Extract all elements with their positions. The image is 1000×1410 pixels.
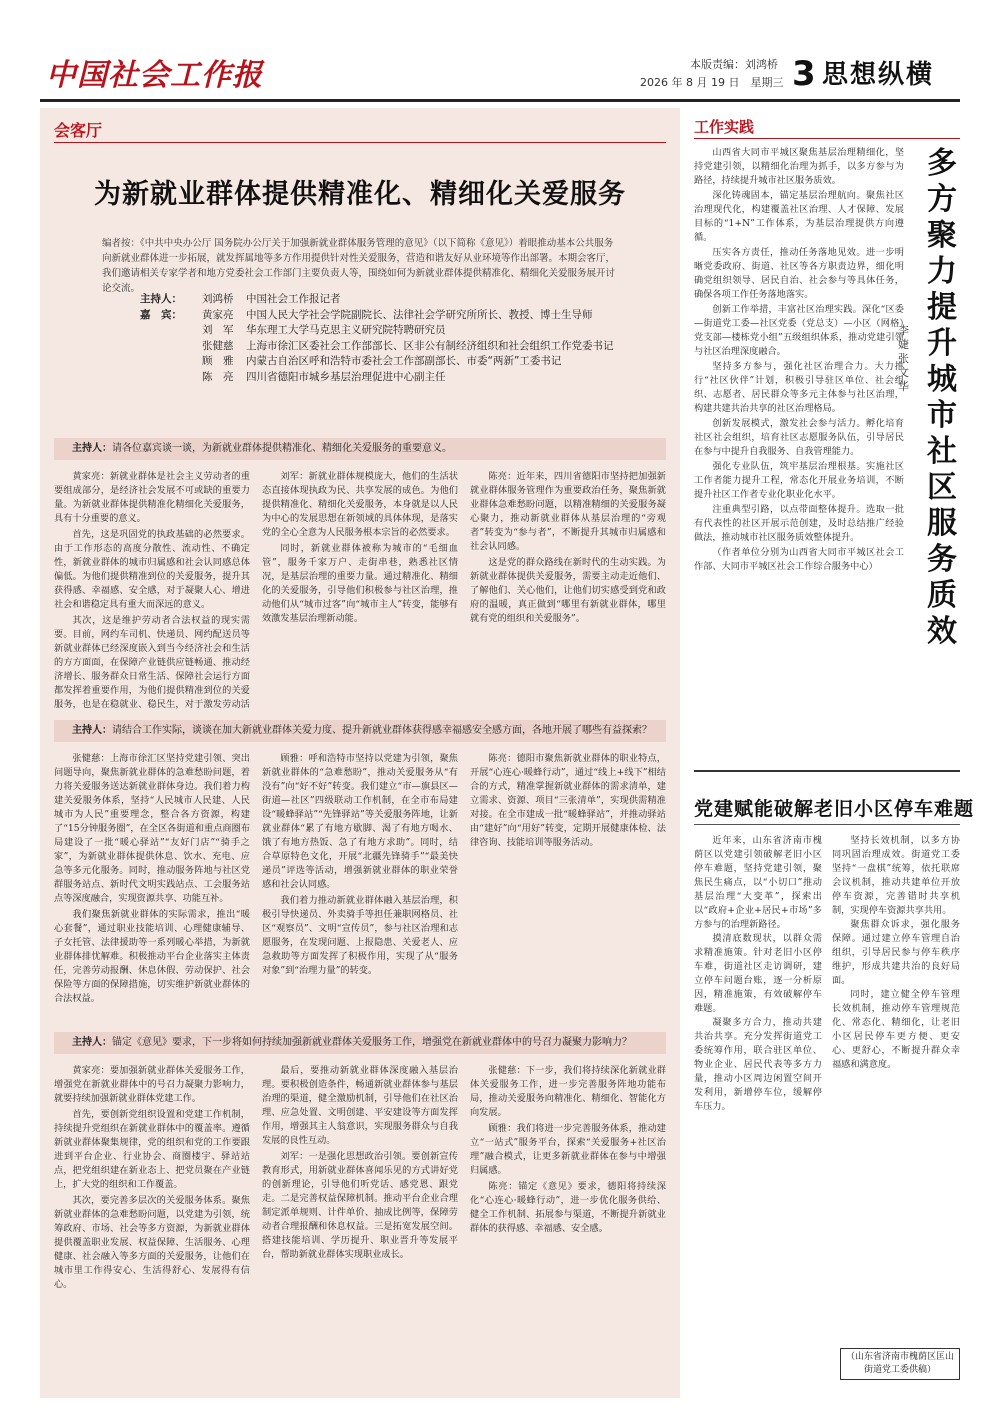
host-title: 中国社会工作报记者 (246, 293, 341, 305)
guest-title: 中国人民大学社会学院副院长、法律社会学研究所所长、教授、博士生导师 (246, 308, 593, 321)
paragraph: 这是党的群众路线在新时代的生动实践。为新就业群体提供关爱服务，需要主动走近他们、了解他们、关心他们，让他们切实感受到党和政府的温暖，真正做到“哪里有新就业群体，哪里就有党的组织和关爱服务”。 (470, 557, 666, 624)
guest-title: 华东理工大学马克思主义研究院特聘研究员 (246, 324, 446, 336)
paragraph: 最后，要推动新就业群体深度融入基层治理。要积极创造条件，畅通新就业群体参与基层治理的渠道，健全激励机制，引导他们在社区治理、应急处置、文明创建、平安建设等方面发挥作用，增强其主人翁意识，实现服务群众与自我发展的良性互动。 (262, 1065, 458, 1146)
text-column (54, 1064, 250, 1390)
paragraph: 创新工作举措，丰富社区治理实践。深化“区委—街道党工委—社区党委（党总支）—小区（网格）党支部—楼栋党小组”五级组织体系，推动党建引领与社区治理深度融合。 (694, 304, 904, 357)
paragraph: 其次，这是维护劳动者合法权益的现实需要。目前，网约车司机、快递员、网约配送员等新就业群体已经深度嵌入到当今经济社会和生活的方方面面，在保障产业链供应链畅通、推动经济增长、服务群众日常生活、保障社会运行方面都发挥着重要作用，为他们提供精准到位的关爱服务，也是在稳就业、稳民生，对于激发劳动活 (54, 615, 250, 710)
guest-name: 陈 亮 (202, 370, 234, 383)
source-note: （山东省济南市槐荫区匡山街道党工委供稿） (840, 1348, 960, 1380)
paragraph: 顾雅：呼和浩特市坚持以党建为引领，聚焦新就业群体的“急难愁盼”，推动关爱服务从“有没有”向“好不好”转变。我们建立“市—旗县区—街道—社区”四级联动工作机制，在全市布局建设“暖蜂驿站”“先锋驿站”等关爱服务阵地，让新就业群体“累了有地方歇脚、渴了有地方喝水、饿了有地方热饭、急了有地方求助”。同时，结合草原特色文化，开展“北疆先锋骑手”“最美快递员”评选等活动，增强新就业群体的职业荣誉感和社会认同感。 (262, 753, 458, 890)
text-column (470, 752, 666, 1022)
guest-row (140, 308, 660, 324)
guest-row (140, 370, 660, 386)
host-name: 刘鸿桥 (202, 293, 234, 305)
text-column (694, 834, 822, 1390)
participants-list (140, 292, 660, 385)
paragraph: 首先，要创新党组织设置和党建工作机制，持续提升党组织在新就业群体中的覆盖率。遵循新就业群体聚集规律，党的组织和党的工作要跟进到平台企业、行业协会、商圈楼宇、驿站站点，把党组织建在新业态上、把党员聚在产业链上，扩大党的组织和工作覆盖。 (54, 1109, 250, 1190)
host-label: 主持人： (140, 293, 182, 305)
masthead (0, 0, 1000, 110)
text-column (470, 1064, 666, 1390)
paragraph: 坚持长效机制，以多方协同巩固治理成效。街道党工委坚持“一盘棋”统筹，依托联席会议机制，推动共建单位开放停车资源，完善错时共享机制，实现停车资源共享共用。 (832, 835, 960, 916)
page-editor: 本版责编：刘鸿桥 (690, 58, 778, 71)
guest-title: 内蒙古自治区呼和浩特市委社会工作部副部长、市委“两新”工委书记 (246, 355, 562, 367)
second-article-columns (694, 834, 960, 1390)
guest-name: 刘 军 (202, 324, 234, 336)
question-text: 请各位嘉宾谈一谈，为新就业群体提供精准化、精细化关爱服务的重要意义。 (112, 443, 452, 454)
question-label: 主持人： (72, 725, 112, 736)
author-affiliation: （作者单位分别为山西省大同市平城区社会工作部、大同市平城区社会工作综合服务中心） (694, 547, 904, 572)
question-text: 请结合工作实际，谈谈在加大新就业群体关爱力度、提升新就业群体获得感幸福感安全感方面，各地开展了哪些有益探索？ (112, 725, 652, 736)
paragraph: 同时，新就业群体被称为城市的“毛细血管”，服务千家万户、走街串巷，熟悉社区情况，是基层治理的重要力量。通过精准化、精细化的关爱服务，引导他们积极参与社区治理，推动他们从“城市过客”向“城市主人”转变，能够有效激发基层治理新动能。 (262, 543, 458, 624)
paragraph: 山西省大同市平城区聚焦基层治理精细化，坚持党建引领，以精细化治理为抓手，以多方参与为路径，持续提升城市社区服务质效。 (694, 147, 904, 186)
text-column (262, 752, 458, 1022)
guest-label: 嘉 宾： (140, 308, 182, 321)
page-number: 3 (792, 54, 816, 94)
question-label: 主持人： (72, 1037, 112, 1048)
paragraph: 我们着力推动新就业群体融入基层治理，积极引导快递员、外卖骑手等担任兼职网格员、社区“观察员”、文明“宣传员”，参与社区治理和志愿服务，在发现问题、上报隐患、关爱老人、应急救助等方面发挥了积极作用，实现了从“服务对象”到“治理力量”的转变。 (262, 895, 458, 976)
paragraph: 强化专业队伍，筑牢基层治理根基。实施社区工作者能力提升工程，常态化开展业务培训，不断提升社区工作者专业化职业化水平。 (694, 461, 904, 500)
paragraph: 张健慈：上海市徐汇区坚持党建引领、突出问题导向，聚焦新就业群体的急难愁盼问题，着力将关爱服务送达新就业群体身边。我们着力构建关爱服务体系，坚持“人民城市人民建、人民城市为人民”重要理念，整合各方资源，构建了“15分钟服务圈”，在全区各街道和重点商圈布局建设了一批“暖心驿站”“友好门店”“骑手之家”，为新就业群体提供休息、饮水、充电、应急等多元化服务。同时，推动服务阵地与社区党群服务站点、新时代文明实践站点、工会服务站点等深度融合，实现资源共享、功能互补。 (54, 753, 250, 904)
paragraph: 张健慈：下一步，我们将持续深化新就业群体关爱服务工作，进一步完善服务阵地功能布局，推动关爱服务向精准化、精细化、智能化方向发展。 (470, 1065, 666, 1118)
column-rule (54, 142, 666, 143)
paragraph: 聚焦群众诉求，强化服务保障。通过建立停车管理自治组织，引导居民参与停车秩序维护，形成共建共治的良好局面。 (832, 919, 960, 986)
issue-date: 2026 年 8 月 19 日 星期三 (640, 76, 784, 89)
sidebar-rule (694, 138, 960, 139)
sidebar-authors: 李 婕 张文华 (898, 324, 920, 393)
paragraph: 近年来，山东省济南市槐荫区以党建引领破解老旧小区停车难题，坚持党建引领，聚焦民生痛点，以“小切口”推动基层治理“大变革”，探索出以“政府+企业+居民+市场”多方参与的治理新路径。 (694, 835, 822, 930)
paragraph: 黄家亮：要加强新就业群体关爱服务工作，增强党在新就业群体中的号召力凝聚力影响力，就要持续加强新就业群体党建工作。 (54, 1065, 250, 1104)
text-column (262, 1064, 458, 1390)
paragraph: 刘军：一是强化思想政治引领。要创新宣传教育形式，用新就业群体喜闻乐见的方式讲好党的创新理论，引导他们听党话、感党恩、跟党走。二是完善权益保障机制。推动平台企业合理制定派单规则、计件单价、抽成比例等，保障劳动者合理报酬和休息权益。三是拓宽发展空间。搭建技能培训、学历提升、职业晋升等发展平台，帮助新就业群体实现职业成长。 (262, 1151, 458, 1260)
question-bar-2 (54, 720, 666, 742)
sidebar-vertical-headline: 多方聚力提升城市社区服务质效 (927, 146, 957, 649)
masthead-rule (40, 99, 960, 102)
text-column (54, 470, 250, 710)
question-label: 主持人： (72, 443, 112, 454)
paragraph: 陈亮：锚定《意见》要求，德阳将持续深化“心连心·暖蜂行动”，进一步优化服务供给、健全工作机制、拓展参与渠道，不断提升新就业群体的获得感、幸福感、安全感。 (470, 1181, 666, 1234)
guest-name: 张健慈 (202, 339, 234, 352)
second-article-headline: 党建赋能破解老旧小区停车难题 (694, 798, 975, 820)
feature-article (40, 108, 680, 1398)
paragraph: 我们聚焦新就业群体的实际需求，推出“暖心套餐”，通过职业技能培训、心理健康辅导、子女托管、法律援助等一系列暖心举措，为新就业群体排忧解难。积极推动平台企业落实主体责任，完善劳动报酬、休息休假、劳动保护、社会保险等方面的保障措施，切实维护新就业群体的合法权益。 (54, 909, 250, 1004)
sidebar-column-tag: 工作实践 (694, 118, 755, 136)
guest-row (140, 323, 660, 339)
sidebar-article-body (694, 146, 904, 756)
paragraph: 陈亮：近年来，四川省德阳市坚持把加强新就业群体服务管理作为重要政治任务，聚焦新就业群体急难愁盼问题，以精准精细的关爱服务凝心聚力，推动新就业群体从基层治理的“旁观者”转变为“参与者”，不断提升其城市归属感和社会认同感。 (470, 471, 666, 552)
question-bar-3 (54, 1032, 666, 1054)
column-tag: 会客厅 (54, 121, 103, 140)
paragraph: 深化铸魂固本，锚定基层治理航向。聚焦社区治理现代化，构建覆盖社区治理、人才保障、发展目标的“1+N”工作体系，为基层治理提供方向遵循。 (694, 190, 904, 243)
paragraph: 注重典型引路，以点带面整体提升。选取一批有代表性的社区开展示范创建，及时总结推广经验做法，推动城市社区服务质效整体提升。 (694, 504, 904, 543)
host-row (140, 292, 660, 308)
paragraph: 其次，要完善多层次的关爱服务体系。聚焦新就业群体的急难愁盼问题，以党建为引领，统筹政府、市场、社会等多方资源，为新就业群体提供覆盖职业发展、权益保障、生活服务、心理健康、社会融入等多方面的关爱服务，让他们在城市里工作得安心、生活得舒心、发展得有信心。 (54, 1195, 250, 1290)
question-bar-1 (54, 438, 666, 460)
page-section-title: 思想纵横 (822, 60, 935, 90)
second-article-rule (694, 824, 960, 825)
paragraph: 陈亮：德阳市聚焦新就业群体的职业特点，开展“心连心·暖蜂行动”，通过“线上+线下”相结合的方式，精准掌握新就业群体的需求清单，建立需求、资源、项目“三张清单”，实现供需精准对接。在全市建成一批“暖蜂驿站”，并推动驿站由“建好”向“用好”转变，定期开展健康体检、法律咨询、技能培训等服务活动。 (470, 753, 666, 848)
text-column (54, 752, 250, 1022)
guest-name: 顾 雅 (202, 355, 234, 367)
paragraph: 坚持多方参与，强化社区治理合力。大力推行“社区伙伴”计划，积极引导驻区单位、社会组织、志愿者、居民群众等多元主体参与社区治理，构建共建共治共享的社区治理格局。 (694, 361, 904, 414)
editor-note: 编者按：《中共中央办公厅 国务院办公厅关于加强新就业群体服务管理的意见》（以下简称《意见》）着眼推动基本公共服务向新就业群体进一步拓展，就发挥属地等多方作用提供针对性关爱服务，营造和谐友好从业环境等作出部署。本期会客厅，我们邀请相关专家学者和地方党委社会工作部门主要负责人等，围绕如何为新就业群体提供精准化、精细化关爱服务展开讨论交流。 (102, 238, 616, 294)
text-column (832, 834, 960, 1390)
guest-row (140, 354, 660, 370)
guest-row (140, 339, 660, 355)
section-1-columns (54, 470, 666, 710)
guest-title: 上海市徐汇区委社会工作部部长、区非公有制经济组织和社会组织工作党委书记 (246, 339, 614, 352)
newspaper-logo: 中国社会工作报 (46, 58, 263, 93)
paragraph: 同时，建立健全停车管理长效机制，推动停车管理规范化、常态化、精细化，让老旧小区居民停车更方便、更安心、更舒心，不断提升群众幸福感和满意度。 (832, 989, 960, 1070)
sidebar-divider (694, 770, 960, 772)
paragraph: 首先，这是巩固党的执政基础的必然要求。由于工作形态的高度分散性、流动性、不确定性，新就业群体的城市归属感和社会认同感总体偏低。为他们提供精准到位的关爱服务，提升其获得感、幸福感、安全感，对于凝聚人心、增进社会和谐稳定具有重大而深远的意义。 (54, 529, 250, 610)
section-3-columns (54, 1064, 666, 1390)
question-text: 锚定《意见》要求，下一步将如何持续加强新就业群体关爱服务工作，增强党在新就业群体中的号召力凝聚力影响力？ (112, 1037, 632, 1048)
paragraph: 创新发展模式，激发社会参与活力。孵化培育社区社会组织，培育社区志愿服务队伍，引导居民在参与中提升自我服务、自我管理能力。 (694, 418, 904, 457)
paragraph: 凝聚多方合力，推动共建共治共享。充分发挥街道党工委统筹作用，联合驻区单位、物业企业、居民代表等多方力量，推动小区周边闲置空间开发利用，新增停车位，缓解停车压力。 (694, 1017, 822, 1112)
section-2-columns (54, 752, 666, 1022)
paragraph: 黄家亮：新就业群体是社会主义劳动者的重要组成部分，是经济社会发展不可或缺的重要力量。为新就业群体提供精准化精细化关爱服务，具有十分重要的意义。 (54, 471, 250, 524)
paragraph: 摸清底数现状，以群众需求精准施策。针对老旧小区停车难，街道社区走访调研，建立停车问题台账，逐一分析原因，精准施策，有效破解停车难题。 (694, 933, 822, 1014)
paragraph: 刘军：新就业群体规模庞大，他们的生活状态直接体现执政为民、共享发展的成色。为他们提供精准化、精细化关爱服务，本身就是以人民为中心的发展思想在新领域的具体体现，是落实党的全心全意为人民服务根本宗旨的必然要求。 (262, 471, 458, 538)
guest-name: 黄家亮 (202, 308, 234, 321)
guest-title: 四川省德阳市城乡基层治理促进中心副主任 (246, 370, 446, 383)
article-headline: 为新就业群体提供精准化、精细化关爱服务 (94, 179, 626, 210)
text-column (262, 470, 458, 710)
paragraph: 压实各方责任，推动任务落地见效。进一步明晰党委政府、街道、社区等各方职责边界，细化明确党组织领导、居民自治、社会参与等具体任务，确保各项工作任务落地落实。 (694, 247, 904, 300)
text-column (470, 470, 666, 710)
paragraph: 顾雅：我们将进一步完善服务体系，推动建立“一站式”服务平台，探索“关爱服务+社区治理”融合模式，让更多新就业群体在参与中增强归属感。 (470, 1123, 666, 1176)
